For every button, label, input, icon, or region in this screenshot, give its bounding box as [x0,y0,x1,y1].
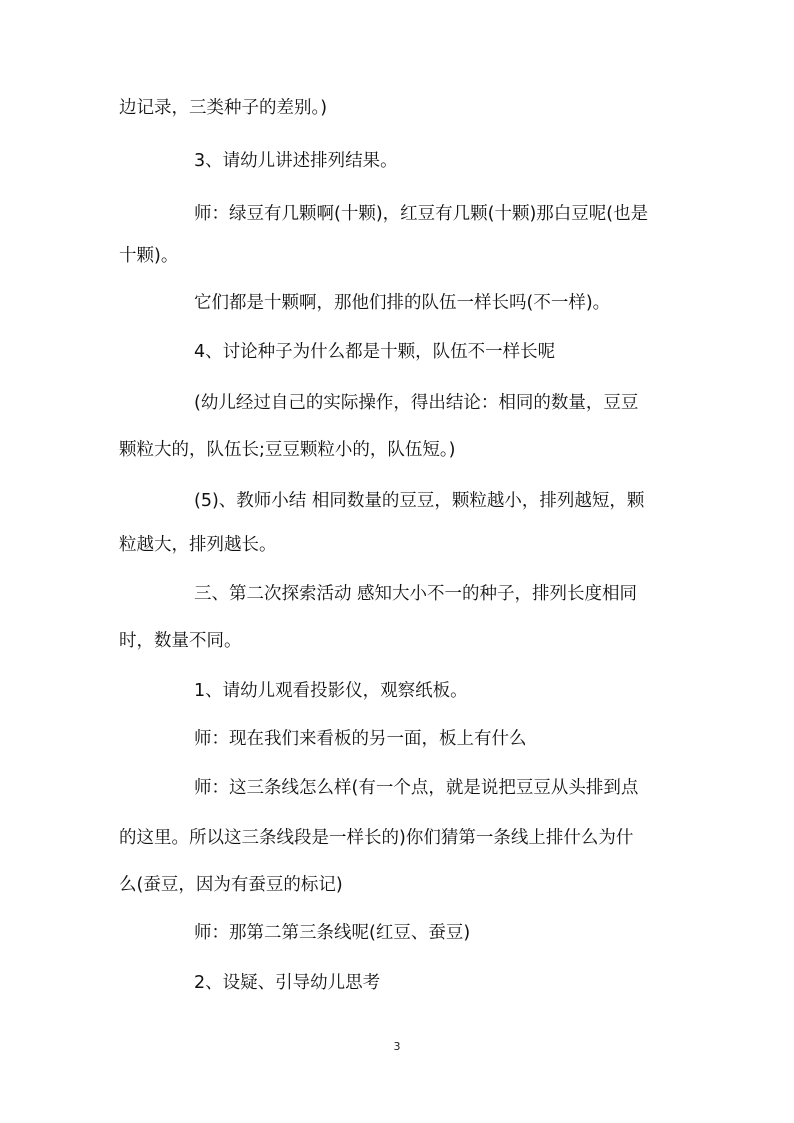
text-line: 1、请幼儿观看投影仪，观察纸板。 [194,681,468,701]
text-line: 边记录，三类种子的差别。) [119,98,328,118]
text-line: 三、第二次探索活动 感知大小不一的种子，排列长度相同 [194,584,638,604]
text-line: (5)、教师小结 相同数量的豆豆，颗粒越小，排列越短，颗 [194,491,645,511]
text-line: 时，数量不同。 [119,631,242,651]
text-line: 颗粒大的，队伍长;豆豆颗粒小的，队伍短。) [119,440,456,460]
text-line: 师：那第二第三条线呢(红豆、蚕豆) [194,923,471,943]
text-line: 它们都是十颗啊，那他们排的队伍一样长吗(不一样)。 [194,293,611,313]
text-line: 十颗)。 [119,246,179,266]
text-line: 师：现在我们来看板的另一面，板上有什么 [194,729,527,749]
text-line: 3、请幼儿讲述排列结果。 [194,151,398,171]
text-line: 2、设疑、引导幼儿思考 [194,973,381,993]
text-line: 的这里。所以这三条线段是一样长的)你们猜第一条线上排什么为什 [119,828,634,848]
text-line: 4、讨论种子为什么都是十颗，队伍不一样长呢 [194,342,556,362]
text-line: 师：这三条线怎么样(有一个点，就是说把豆豆从头排到点 [194,778,639,798]
text-line: 师：绿豆有几颗啊(十颗)，红豆有几颗(十颗)那白豆呢(也是 [194,204,649,224]
page-number: 3 [393,1040,401,1053]
text-line: (幼儿经过自己的实际操作，得出结论：相同的数量，豆豆 [194,393,639,413]
text-line: 粒越大，排列越长。 [119,535,277,555]
text-line: 么(蚕豆，因为有蚕豆的标记) [119,875,343,895]
